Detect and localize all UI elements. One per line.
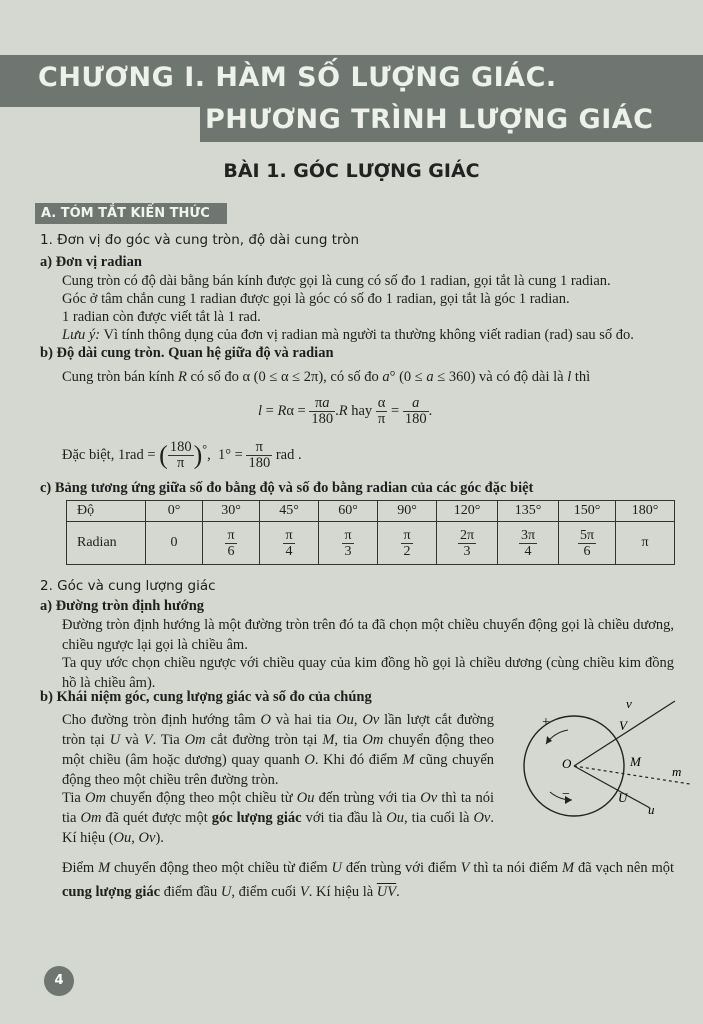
table-cell: 60° — [319, 501, 378, 522]
fraction: $\frac{\pi}{180}$ — [248, 439, 271, 471]
arc-length-formula: l = Rα = $\frac{\pi a}{180}$ .R hay $\frac{\alpha}{\pi}$ = $\frac{a}{180}$ . — [258, 395, 433, 427]
heading-2: 2. Góc và cung lượng giác — [40, 578, 216, 594]
fraction-numerator: 3π — [520, 527, 536, 543]
table-header-cell: Độ — [67, 501, 146, 522]
fraction-numerator: π — [344, 527, 352, 543]
label-v: v — [626, 698, 632, 711]
table-cell: 135° — [498, 501, 559, 522]
label-plus: + — [542, 715, 550, 730]
table-cell: 45° — [260, 501, 319, 522]
label-V: V — [619, 718, 627, 733]
lesson-title: BÀI 1. GÓC LƯỢNG GIÁC — [223, 160, 480, 182]
label-minus: − — [562, 787, 570, 802]
table-cell: 120° — [437, 501, 498, 522]
table-cell — [437, 522, 498, 565]
table-cell — [378, 522, 437, 565]
table-cell — [203, 522, 260, 565]
text-fragment: Cung tròn bán kính — [62, 369, 175, 385]
subheading-1a: a) Đơn vị radian — [40, 254, 142, 270]
fraction: $\frac{\pi a}{180}$ — [311, 395, 334, 427]
chapter-banner — [0, 0, 703, 140]
fraction-numerator: π — [285, 527, 293, 543]
paragraph: Đường tròn định hướng là một đường tròn trên đó ta đã chọn một chiều chuyển động gọi là chiều dương, chiều ngược lại gọi là chiều âm. — [62, 617, 674, 653]
table-cell: 30° — [203, 501, 260, 522]
text-fragment: , có số đo — [323, 369, 379, 385]
fraction-denominator: 4 — [524, 543, 532, 559]
text-fragment: hay — [351, 402, 373, 419]
table-cell: 0° — [146, 501, 203, 522]
fraction: $\frac{180}{\pi}$ — [169, 439, 192, 471]
note-label: Lưu ý: — [62, 327, 101, 343]
note-text: Vì tính thông dụng của đơn vị radian mà người ta thường không viết radian (rad) sau số đo. — [100, 327, 634, 343]
table-row — [67, 522, 675, 565]
special-conversion: Đặc biệt, 1rad = ( $\frac{180}{\pi}$ )°, 1° = $\frac{\pi}{180}$ rad . — [62, 439, 302, 471]
fraction-denominator: 3 — [463, 543, 471, 559]
table-row — [67, 501, 675, 522]
table-cell — [319, 522, 378, 565]
chapter-title-line1: CHƯƠNG I. HÀM SỐ LƯỢNG GIÁC. — [38, 62, 557, 93]
paragraph: Ta quy ước chọn chiều ngược với chiều quay của kim đồng hồ gọi là chiều dương (cùng chiều kim đồng hồ là chiều âm). — [62, 655, 674, 691]
degree-radian-table — [66, 500, 675, 565]
fraction-denominator: 6 — [227, 543, 235, 559]
table-cell: 180° — [616, 501, 675, 522]
label-u: u — [648, 802, 655, 817]
table-cell: 90° — [378, 501, 437, 522]
fraction-numerator: 2π — [459, 527, 475, 543]
fraction: $\frac{\alpha}{\pi}$ — [377, 395, 386, 427]
text-fragment: có số đo — [190, 369, 239, 385]
table-header-cell: Radian — [67, 522, 146, 565]
paragraph-line: 1 radian còn được viết tắt là 1 rad. — [62, 309, 261, 325]
subheading-2a: a) Đường tròn định hướng — [40, 598, 205, 614]
label-m: m — [672, 764, 682, 779]
section-header: A. TÓM TẮT KIẾN THỨC — [35, 203, 227, 224]
paragraph: Cho đường tròn định hướng tâm O và hai tia Ou, Ov lần lượt cắt đường tròn tại U và V. Tia Om cắt đường tròn tại M, tia Om chuyển động theo một chiều (âm hoặc dương) quay quanh O. Khi đó điểm M cũng chuyển động theo một chiều trên đường tròn. — [62, 712, 495, 788]
table-cell — [260, 522, 319, 565]
term-bold: góc lượng giác — [211, 810, 302, 826]
ray-ov — [574, 701, 675, 766]
subheading-1b: b) Độ dài cung tròn. Quan hệ giữa độ và radian — [40, 345, 334, 361]
term-bold: cung lượng giác — [62, 884, 161, 900]
text-fragment: thì — [574, 369, 591, 385]
fraction-denominator: 4 — [285, 543, 293, 559]
chapter-title-line2: PHƯƠNG TRÌNH LƯỢNG GIÁC — [205, 104, 654, 135]
oriented-circle-diagram — [490, 698, 696, 818]
subheading-2b: b) Khái niệm góc, cung lượng giác và số đo của chúng — [40, 689, 372, 705]
table-cell: π — [616, 522, 675, 565]
arrow-head-icon — [546, 736, 552, 744]
table-cell — [559, 522, 616, 565]
paragraph-line: Cung tròn có độ dài bằng bán kính được gọi là cung có số đo 1 radian, gọi tắt là cung 1 radian. — [62, 273, 611, 289]
paragraph: Điểm M chuyển động theo một chiều từ điểm U đến trùng với điểm V thì ta nói điểm M đã vạch nên một cung lượng giác điểm đầu U, điểm cuối V. Kí hiệu là $\overline{UV}$. — [62, 860, 675, 900]
fraction-denominator: 6 — [583, 543, 591, 559]
fraction-numerator: π — [227, 527, 235, 543]
fraction: $\frac{a}{180}$ — [404, 395, 427, 427]
page-number: 4 — [44, 966, 74, 996]
note-line — [62, 326, 634, 344]
fraction-denominator: 3 — [344, 543, 352, 559]
heading-1: 1. Đơn vị đo góc và cung tròn, độ dài cung tròn — [40, 232, 360, 248]
table-cell — [498, 522, 559, 565]
text-fragment: Đặc biệt, — [62, 446, 115, 463]
fraction-numerator: π — [403, 527, 411, 543]
arc-length-sentence: Cung tròn bán kính R có số đo α (0 ≤ α ≤ 2π), có số đo a° (0 ≤ a ≤ 360) và có độ dài là l thì — [62, 369, 591, 385]
paragraph: Tia Om chuyển động theo một chiều từ Ou đến trùng với tia Ov thì ta nói tia Om đã quét được một góc lượng giác với tia đầu là Ou, tia cuối là Ov. Kí hiệu (Ou, Ov). — [62, 790, 495, 846]
subheading-1c: c) Bảng tương ứng giữa số đo bằng độ và số đo bằng radian của các góc đặc biệt — [40, 480, 534, 496]
label-U: U — [618, 790, 628, 805]
table-cell: 0 — [146, 522, 203, 565]
table-cell: 150° — [559, 501, 616, 522]
label-O: O — [562, 756, 572, 771]
text-fragment: và có độ dài là — [479, 369, 564, 385]
paragraph-line: Góc ở tâm chắn cung 1 radian được gọi là góc có số đo 1 radian, gọi tắt là góc 1 radian. — [62, 291, 570, 307]
label-M: M — [630, 754, 641, 769]
fraction-denominator: 2 — [403, 543, 411, 559]
fraction-numerator: 5π — [579, 527, 595, 543]
